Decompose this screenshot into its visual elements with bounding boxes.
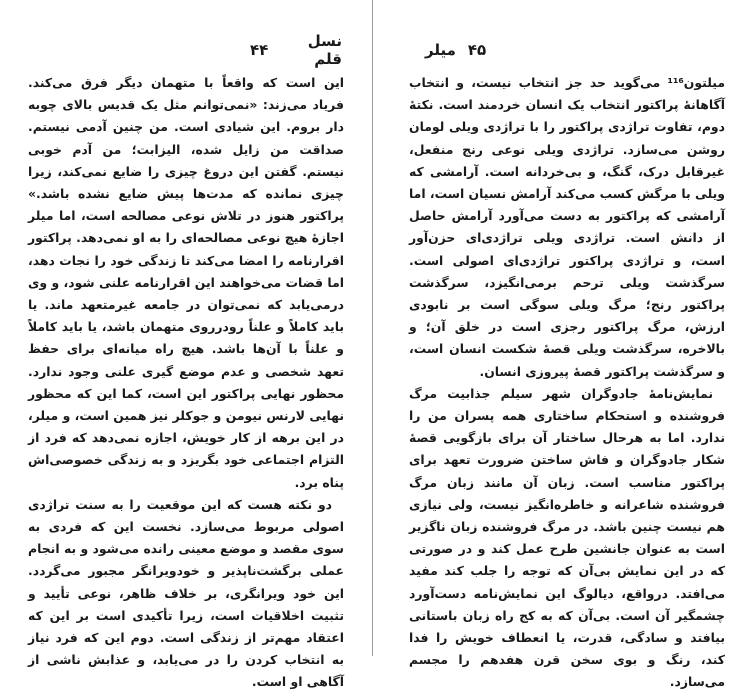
paragraph: دو نکته هست که این موقعیت را به سنت تراژدی اصولی مربوط می‌سازد. نخست این که فردی به سوی مقصد و موضع معینی رانده می‌شود و به انجام عملی برگشت‌ناپذیر و خودویرانگر مجبور می‌گردد. این خود ویرانگری، بر خلاف ظاهر، نوعی تأیید و تثبیت اخلاقیات است، زیرا تأکیدی است بر این که اعتقاد مهم‌تر از زندگی است. دوم این که فرد نیاز به انتخاب کردن را در می‌یابد، و عذابش ناشی از آگاهی او است. xyxy=(28,496,344,690)
running-title: میلر xyxy=(425,41,456,59)
right-page xyxy=(373,0,745,690)
left-page-body xyxy=(28,72,344,694)
paragraph: این است که واقعاً با متهمان دیگر فرق می‌کند. فریاد می‌زند: «نمی‌توانم مثل یک قدیس بالای چوبه دار بروم. این شیادی است. من چنین آدمی نیستم. صداقت من زایل شده، الیزابت؛ من آدم خوبی نیستم. گفتن این دروغ چیزی را ضایع نمی‌کند، زیرا چیزی نمانده که مدت‌ها پیش ضایع نشده باشد.» پراکتور هنوز در تلاش نوعی مصالحه است، اما میلر اجازهٔ هیچ نوعی مصالحه‌ای را به او نمی‌دهد. پراکتور اقرارنامه را امضا می‌کند تا زندگی خود را نجات دهد، اما قضات می‌خواهند این اقرارنامه علنی شود، و وی درمی‌یابد که نمی‌توان در جامعه غیرمتعهد ماند. یا باید کاملاً و علناً رودرروی متهمان باشد، یا باید کاملاً و علناً با آن‌ها باشد. هیچ راه میانه‌ای برای حفظ تعهد شخصی و عدم موضع گیری علنی وجود ندارد. محظور نهایی پراکتور این است، کما این که محظور نهایی لارنس نیومن و جوکلر نیز همین است، و میلر، در این برهه از کار خویش، اجازه نمی‌دهد که فرد از التزام اجتماعی خود بگریزد و به زندگی خصوصی‌اش پناه برد. xyxy=(28,75,344,490)
page-number: ۴۵ xyxy=(467,41,487,59)
left-page-header xyxy=(250,32,342,68)
left-page xyxy=(0,0,372,690)
page-number: ۴۴ xyxy=(250,41,269,59)
paragraph: میلتون¹¹⁶ می‌گوید حد جز انتخاب نیست، و انتخاب آگاهانهٔ پراکتور انتخاب یک انسان خردمند است. نکتهٔ دوم، تفاوت تراژدی پراکتور را با تراژدی ویلی لومان روشن می‌سازد. تراژدی ویلی نوعی رنج منفعل، غیرقابل درک، گنگ، و بی‌خردانه است. آرامشی که ویلی با مرگش کسب می‌کند آرامش نسیان است، اما آرامشی که پراکتور به دست می‌آورد آرامش حاصل از دانش است. تراژدی ویلی تراژدی‌ای حزن‌آور است، و تراژدی پراکتور تراژدی‌ای اصولی است. سرگذشت ویلی ترحم برمی‌انگیزد، سرگذشت پراکتور رنج؛ مرگ ویلی سوگی است بر نابودی ارزش، مرگ پراکتور رجزی است در خلق آن؛ و بالاخره، سرگذشت ویلی قصهٔ شکست انسان است، و سرگذشت پراکتور قصهٔ پیروزی انسان. xyxy=(409,75,725,379)
running-title: نسل قلم xyxy=(307,32,342,68)
right-page-header xyxy=(425,38,515,62)
paragraph: نمایش‌نامهٔ جادوگران شهر سیلم جذابیت مرگ فروشنده و استحکام ساختاری همه پسران من را ندارد. اما به هرحال ساختار آن برای بازگویی قصهٔ شکار جادوگران و فاش ساختن ضرورت تعهد برای پراکتور مناسب است. زبان آن مانند زبان مرگ فروشنده شاعرانه و خاطره‌انگیز نیست، ولی نیازی هم نیست چنین باشد. در مرگ فروشنده زبان ناگزیر است به عنوان جانشین طرح عمل کند و در صورتی که در این نمایش بی‌آن که توجه را جلب کند مفید می‌افتد. درواقع، دیالوگ این نمایش‌نامه دست‌آورد چشمگیر آن است. بی‌آن که به کج راه زبان باستانی بیافتد و سادگی، قدرت، یا انعطاف خویش را فدا کند، رنگ و بوی سخن قرن هفدهم را مجسم می‌سازد. xyxy=(409,385,725,690)
right-page-body xyxy=(409,72,725,694)
